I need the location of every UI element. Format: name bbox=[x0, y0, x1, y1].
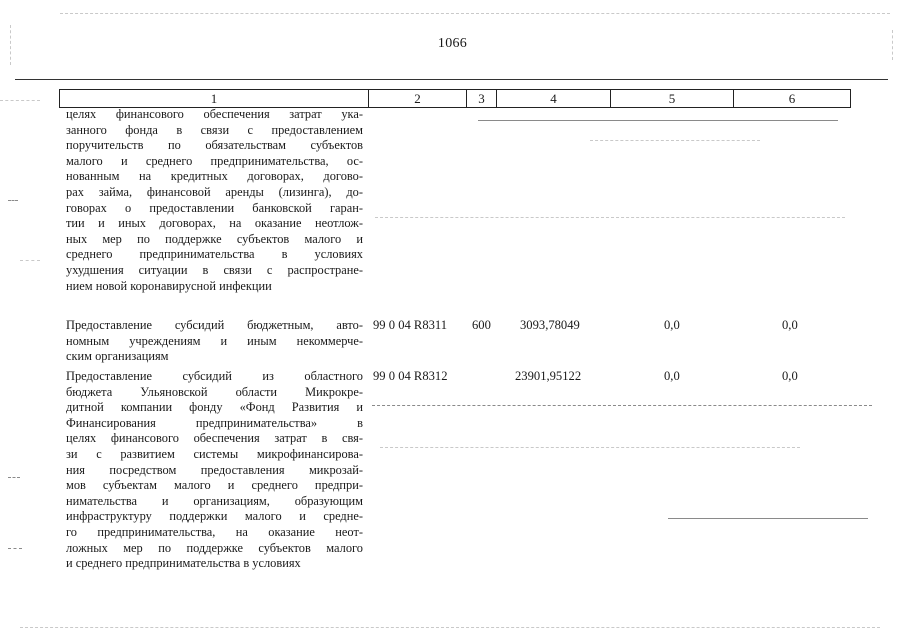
text-line: Финансирования предпринимательства» в bbox=[66, 415, 363, 430]
text-line: рах займа, финансовой аренды (лизинга), до- bbox=[66, 184, 363, 199]
scan-artifact bbox=[478, 120, 838, 121]
text-line: го предпринимательства, на оказание неот- bbox=[66, 524, 363, 539]
table-header-cell: 2 bbox=[369, 90, 467, 107]
col5-value: 0,0 bbox=[664, 318, 680, 332]
text-line: говорах о предоставлении банковской гаран- bbox=[66, 200, 363, 215]
scan-artifact bbox=[372, 405, 872, 406]
text-line: инфраструктуру поддержки малого и средне- bbox=[66, 509, 363, 524]
col6-value: 0,0 bbox=[782, 369, 798, 383]
table-header-cell: 6 bbox=[788, 91, 796, 106]
text-line: ных мер по поддержке субъектов малого и bbox=[66, 231, 363, 246]
scan-artifact bbox=[20, 627, 880, 628]
text-line: нием новой коронавирусной инфекции bbox=[66, 278, 272, 293]
scan-artifact bbox=[0, 100, 40, 101]
table-header-row bbox=[59, 89, 851, 108]
text-line: дитной компании фонду «Фонд Развития и bbox=[66, 400, 363, 415]
scan-artifact bbox=[8, 477, 20, 478]
budget-code: 99 0 04 R8312 bbox=[373, 369, 448, 383]
text-line: Предоставление субсидий из областного bbox=[66, 369, 363, 383]
page-number: 1066 bbox=[437, 36, 468, 51]
text-line: Предоставление субсидий бюджетным, авто- bbox=[66, 318, 363, 332]
text-line: среднего предпринимательства в условиях bbox=[66, 247, 363, 262]
amount: 3093,78049 bbox=[520, 318, 580, 332]
table-row-description bbox=[66, 318, 363, 365]
scan-artifact bbox=[20, 260, 40, 261]
text-line: целях финансового обеспечения затрат в свя- bbox=[66, 431, 363, 446]
budget-code: 99 0 04 R8311 bbox=[373, 318, 448, 332]
scan-artifact bbox=[668, 518, 868, 519]
text-line: мов субъектам малого и среднего предпри- bbox=[66, 478, 363, 493]
table-header-cell: 1 bbox=[60, 90, 369, 107]
scan-artifact bbox=[8, 200, 18, 201]
text-line: бюджета Ульяновской области Микрокре- bbox=[66, 384, 363, 399]
top-rule bbox=[15, 79, 888, 80]
text-line: зи с развитием системы микрофинансирова- bbox=[66, 446, 363, 461]
scan-artifact bbox=[375, 217, 845, 218]
scan-artifact bbox=[8, 548, 22, 549]
table-header-cell: 3 bbox=[467, 90, 497, 107]
text-line: целях финансового обеспечения затрат ука- bbox=[66, 107, 363, 121]
scan-artifact bbox=[60, 13, 890, 14]
text-line: ния посредством предоставления микрозай- bbox=[66, 462, 363, 477]
text-line: ухудшения ситуации в связи с распростране- bbox=[66, 262, 363, 277]
scan-artifact bbox=[590, 140, 760, 141]
col5-value: 0,0 bbox=[664, 369, 680, 383]
text-line: ским организациям bbox=[66, 349, 169, 364]
amount: 23901,95122 bbox=[515, 369, 582, 383]
text-line: малого и среднего предпринимательства, ос- bbox=[66, 153, 363, 168]
table-row-description bbox=[66, 107, 363, 294]
text-line: номным учреждениям и иным некоммерче- bbox=[66, 333, 363, 348]
text-line: ложных мер по поддержке субъектов малого bbox=[66, 540, 363, 555]
table-header-cell: 4 bbox=[497, 90, 611, 107]
text-line: нованным на кредитных договорах, догово- bbox=[66, 169, 363, 184]
expense-type: 600 bbox=[472, 318, 491, 332]
text-line: и среднего предпринимательства в условиях bbox=[66, 556, 301, 571]
text-line: нимательства и организациям, образующим bbox=[66, 493, 363, 508]
text-line: поручительств по обязательствам субъектов bbox=[66, 138, 363, 153]
text-line: занного фонда в связи с предоставлением bbox=[66, 122, 363, 137]
table-row-description bbox=[66, 369, 363, 572]
scan-artifact bbox=[380, 447, 800, 448]
text-line: тии и иных договорах, на оказание неотлож- bbox=[66, 216, 363, 231]
table-header-cell: 5 bbox=[611, 90, 734, 107]
col6-value: 0,0 bbox=[782, 318, 798, 332]
